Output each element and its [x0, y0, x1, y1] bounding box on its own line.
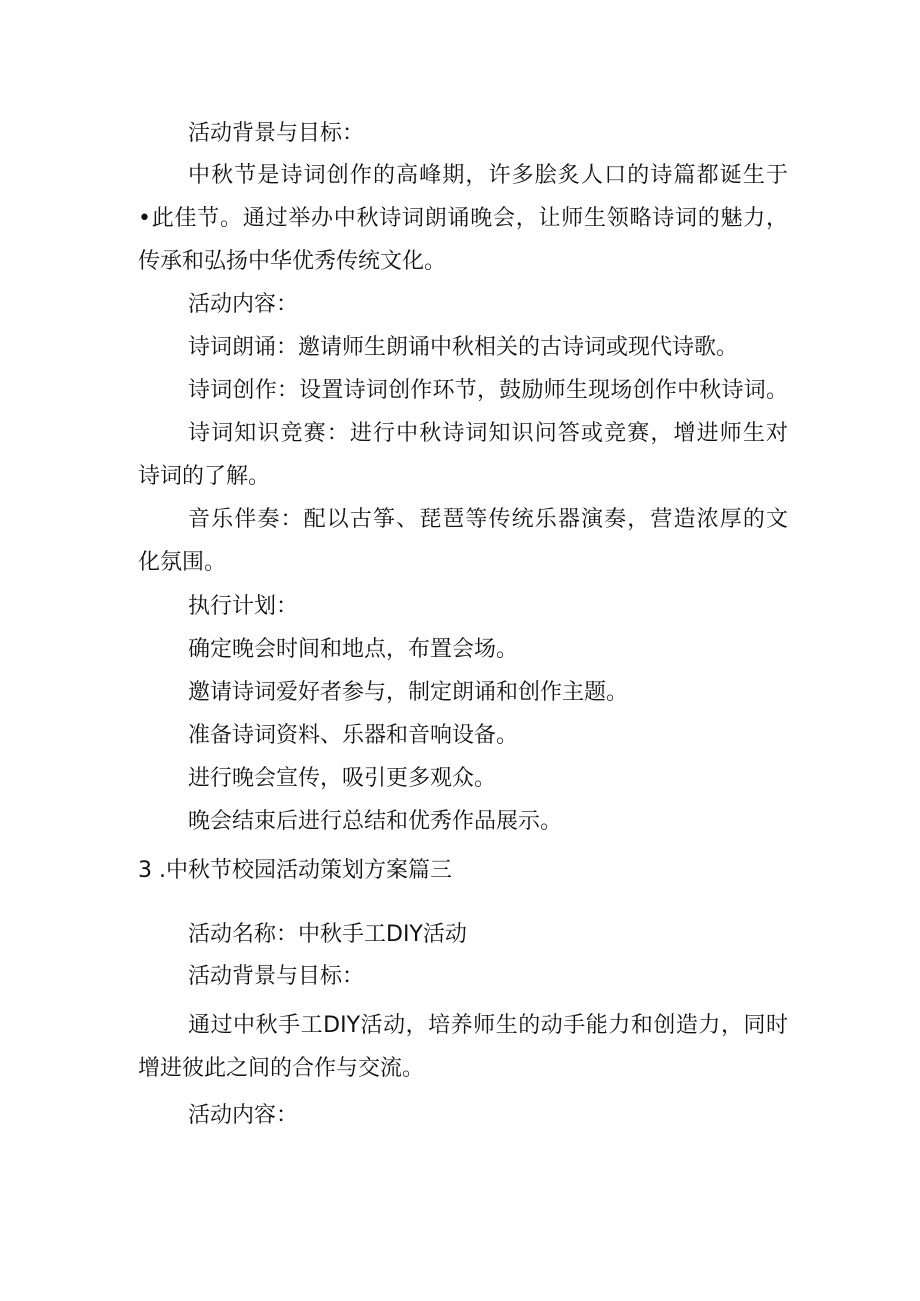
content-item-music-cont: 化氛围。: [138, 550, 227, 575]
content-item-creation: 诗词创作：设置诗词创作环节，鼓励师生现场创作中秋诗词。: [188, 378, 788, 403]
content-item-quiz-cont: 诗词的了解。: [138, 464, 271, 489]
section-title: 3 .中秋节校园活动策划方案篇三: [138, 858, 452, 883]
background-heading: 活动背景与目标：: [188, 121, 365, 146]
background-paragraph-2-line: 通过中秋手工DIY活动，培养师生的动手能力和创造力，同时: [188, 1013, 788, 1038]
plan-item: 进行晚会宣传，吸引更多观众。: [188, 766, 497, 791]
content-heading-2: 活动内容：: [188, 1103, 299, 1128]
background-heading-2: 活动背景与目标：: [188, 964, 365, 989]
background-paragraph-2-line: 增进彼此之间的合作与交流。: [138, 1056, 425, 1081]
activity-name: 活动名称：中秋手工DIY活动: [188, 922, 467, 947]
plan-item: 确定晚会时间和地点，布置会场。: [188, 637, 519, 662]
content-heading: 活动内容：: [188, 292, 299, 317]
plan-item: 准备诗词资料、乐器和音响设备。: [188, 723, 519, 748]
background-paragraph-line: 传承和弘扬中华优秀传统文化。: [138, 249, 447, 274]
plan-item: 邀请诗词爱好者参与，制定朗诵和创作主题。: [188, 680, 629, 705]
background-paragraph-line: 中秋节是诗词创作的高峰期，许多脍炙人口的诗篇都诞生于: [188, 163, 788, 188]
plan-item: 晚会结束后进行总结和优秀作品展示。: [188, 809, 563, 834]
content-item-music: 音乐伴奏：配以古筝、琵琶等传统乐器演奏，营造浓厚的文: [188, 507, 788, 532]
content-item-recitation: 诗词朗诵：邀请师生朗诵中秋相关的古诗词或现代诗歌。: [188, 335, 739, 360]
plan-heading: 执行计划：: [188, 594, 299, 619]
content-item-quiz: 诗词知识竞赛：进行中秋诗词知识问答或竞赛，增进师生对: [188, 421, 788, 446]
background-paragraph-line: •此佳节。通过举办中秋诗词朗诵晚会，让师生领略诗词的魅力，: [138, 206, 788, 231]
